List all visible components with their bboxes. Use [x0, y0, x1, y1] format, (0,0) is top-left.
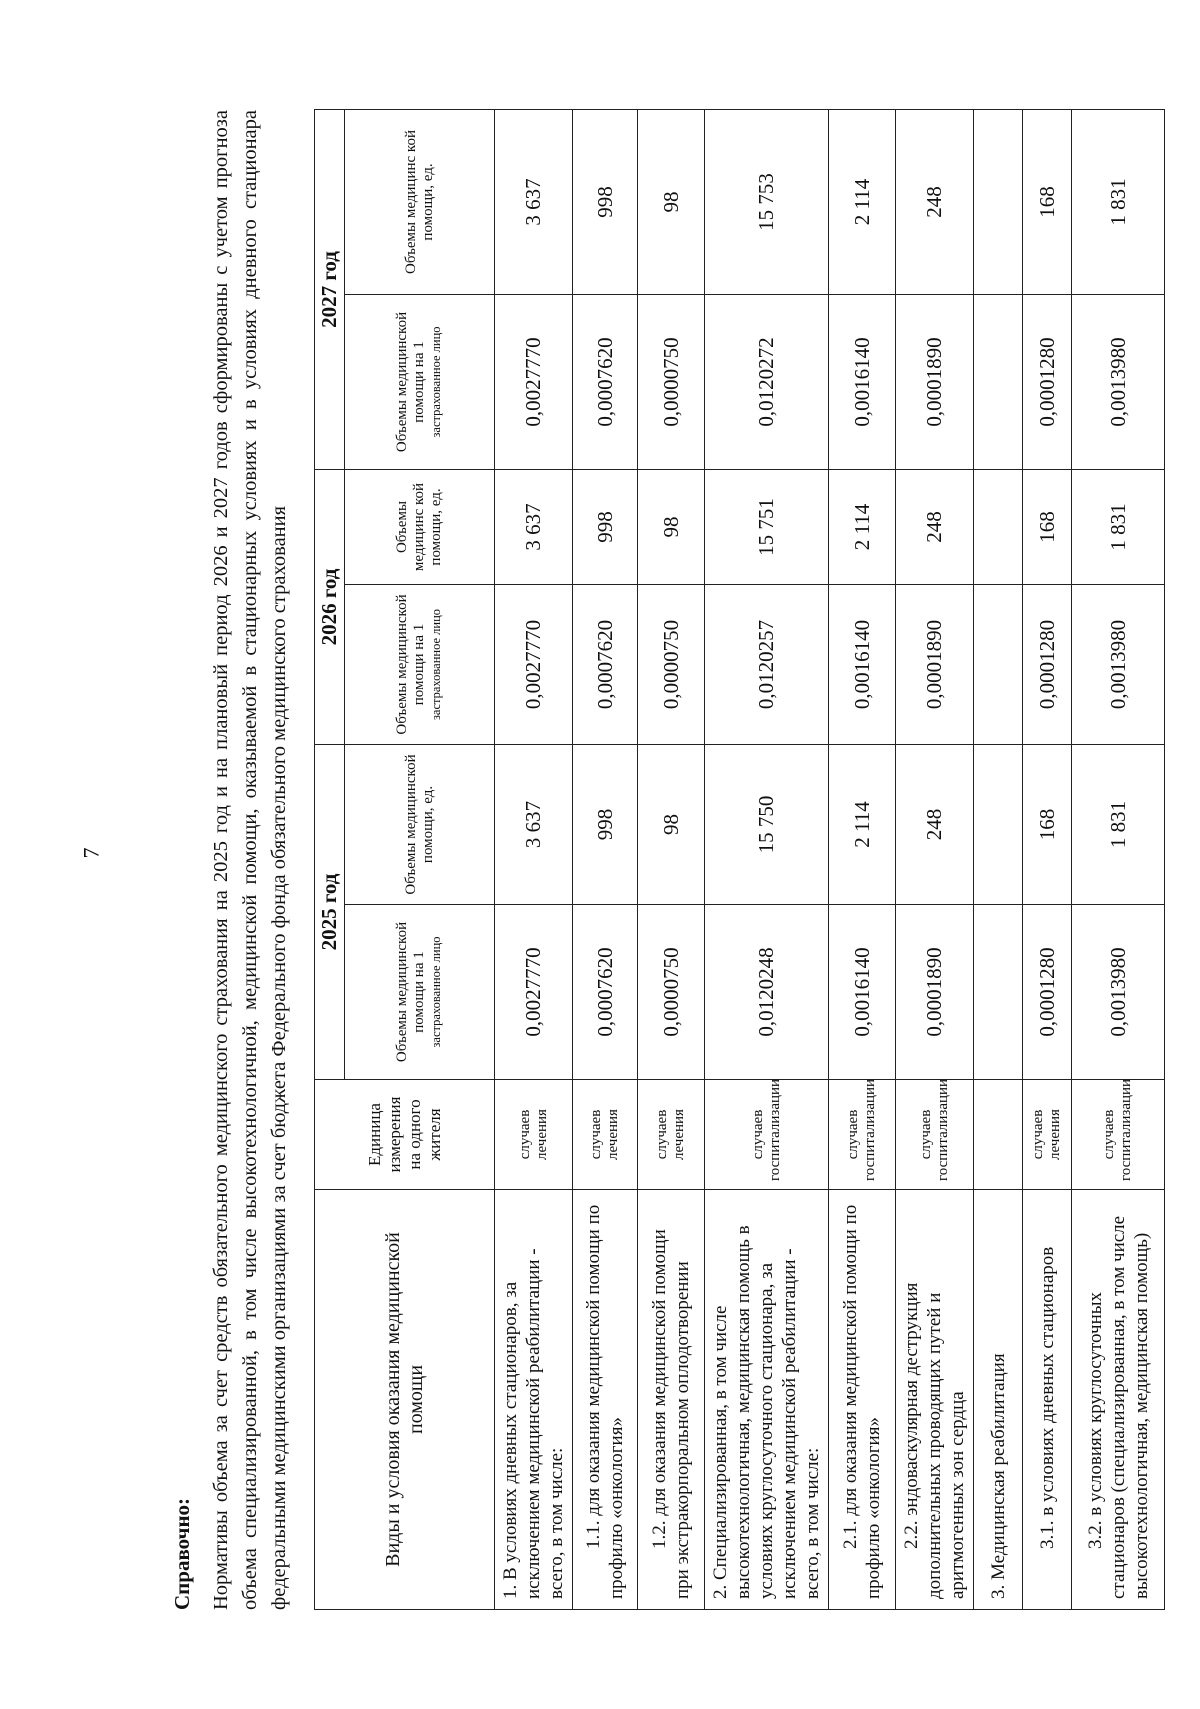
- cell-value: 0,0120257: [705, 585, 829, 745]
- cell-value: 0,0001890: [896, 905, 974, 1080]
- cell-value: 0,0001280: [1023, 295, 1072, 470]
- cell-value: 0,0000750: [638, 905, 705, 1080]
- cell-value: 0,0000750: [638, 585, 705, 745]
- cell-value: 98: [638, 110, 705, 295]
- rotated-page-content: [170, 110, 1190, 1610]
- row-name: 1. В условиях дневных стационаров, за исключением медицинской реабилитации - всего, в том числе:: [495, 1190, 573, 1610]
- table-row: [573, 110, 638, 1610]
- cell-value: 15 750: [705, 745, 829, 905]
- cell-value: 98: [638, 745, 705, 905]
- cell-value: 98: [638, 470, 705, 585]
- table-row: [829, 110, 896, 1610]
- cell-value: 0,0007620: [573, 905, 638, 1080]
- row-unit: случаев госпитализации: [829, 1080, 896, 1190]
- cell-value: 0,0007620: [573, 585, 638, 745]
- cell-value: 3 637: [495, 745, 573, 905]
- cell-value: 0,0027770: [495, 905, 573, 1080]
- cell-value: 3 637: [495, 470, 573, 585]
- cell-value: 1 831: [1072, 745, 1165, 905]
- row-name: 3. Медицинская реабилитация: [974, 1190, 1023, 1610]
- table-row-section: [974, 110, 1023, 1610]
- cell-value: 0,0000750: [638, 295, 705, 470]
- table-row: [1072, 110, 1165, 1610]
- cell-value: 0,0027770: [495, 295, 573, 470]
- row-unit: случаев госпитализации: [705, 1080, 829, 1190]
- cell-value: 0,0016140: [829, 295, 896, 470]
- heading: Справочно:: [170, 1497, 194, 1610]
- header-volume-2027: Объемы медицинс кой помощи, ед.: [345, 110, 495, 295]
- header-volume-2026: Объемы медицинс кой помощи, ед.: [345, 470, 495, 585]
- header-volume-2025: Объемы медицинской помощи, ед.: [345, 745, 495, 905]
- row-name: 3.2. в условиях круглосуточных стационаров (специализированная, в том числе высокотехнологичная, медицинская помощь): [1072, 1190, 1165, 1610]
- cell-value: 0,0001280: [1023, 905, 1072, 1080]
- cell-value: 0,0013980: [1072, 905, 1165, 1080]
- cell-value: 998: [573, 110, 638, 295]
- cell-value: 168: [1023, 745, 1072, 905]
- row-name: 3.1. в условиях дневных стационаров: [1023, 1190, 1072, 1610]
- volume-norms-table: [314, 109, 1165, 1610]
- cell-value: 998: [573, 470, 638, 585]
- cell-value: 1 831: [1072, 470, 1165, 585]
- cell-value: 0,0001890: [896, 295, 974, 470]
- row-unit: случаев лечения: [495, 1080, 573, 1190]
- cell-value: 2 114: [829, 110, 896, 295]
- row-unit: случаев лечения: [1023, 1080, 1072, 1190]
- row-unit: случаев лечения: [638, 1080, 705, 1190]
- cell-value: 0,0120272: [705, 295, 829, 470]
- row-name: 2. Специализированная, в том числе высокотехнологичная, медицинская помощь в условиях круглосуточного стационара, за исключением медицинской реабилитации - всего, в том числе:: [705, 1190, 829, 1610]
- table-row: [705, 110, 829, 1610]
- cell-value: 0,0016140: [829, 905, 896, 1080]
- table-row: [638, 110, 705, 1610]
- table-row: [896, 110, 974, 1610]
- cell-value: 0,0027770: [495, 585, 573, 745]
- cell-value: 0,0013980: [1072, 295, 1165, 470]
- cell-value: 2 114: [829, 745, 896, 905]
- cell-value: 248: [896, 745, 974, 905]
- cell-value: 248: [896, 110, 974, 295]
- header-unit: Единица измерения на одного жителя: [315, 1080, 495, 1190]
- cell-value: 3 637: [495, 110, 573, 295]
- cell-value: 0,0120248: [705, 905, 829, 1080]
- cell-value: 0,0016140: [829, 585, 896, 745]
- cell-value: 168: [1023, 110, 1072, 295]
- cell-value: 248: [896, 470, 974, 585]
- page-number: 7: [78, 847, 104, 859]
- intro-paragraph: Нормативы объема за счет средств обязательного медицинского страхования на 2025 год и на плановый период 2026 и 2027 годов сформированы с учетом прогноза объема специализированной, в том числе высокотехнологичной, медицинской помощи, оказываемой в стационарных условиях и в условиях дневного стационара федеральными медицинскими организациями за счет бюджета Федерального фонда обязательного медицинского страхования: [210, 110, 290, 1610]
- cell-value: 998: [573, 745, 638, 905]
- cell-value: 0,0001280: [1023, 585, 1072, 745]
- table-row: [1023, 110, 1072, 1610]
- cell-value: 2 114: [829, 470, 896, 585]
- table-row: [495, 110, 573, 1610]
- header-per-person-2027: Объемы медицинской помощи на 1 застрахованное лицо: [345, 295, 495, 470]
- cell-value: 0,0013980: [1072, 585, 1165, 745]
- row-name: 2.1. для оказания медицинской помощи по профилю «онкология»: [829, 1190, 896, 1610]
- row-name: 1.1. для оказания медицинской помощи по профилю «онкология»: [573, 1190, 638, 1610]
- row-name: 2.2. эндоваскулярная деструкция дополнительных проводящих путей и аритмогенных зон сердца: [896, 1190, 974, 1610]
- header-per-person-2025: Объемы медицинской помощи на 1 застрахованное лицо: [345, 905, 495, 1080]
- cell-value: 15 751: [705, 470, 829, 585]
- header-kind: Виды и условия оказания медицинской помощи: [315, 1190, 495, 1610]
- row-unit: случаев госпитализации: [896, 1080, 974, 1190]
- row-name: 1.2. для оказания медицинской помощи при экстракорпоральном оплодотворении: [638, 1190, 705, 1610]
- cell-value: 1 831: [1072, 110, 1165, 295]
- cell-value: 168: [1023, 470, 1072, 585]
- header-per-person-2026: Объемы медицинской помощи на 1 застрахованное лицо: [345, 585, 495, 745]
- cell-value: 0,0007620: [573, 295, 638, 470]
- header-year-2026: 2026 год: [315, 470, 345, 745]
- cell-value: 15 753: [705, 110, 829, 295]
- row-unit: случаев лечения: [573, 1080, 638, 1190]
- row-unit: случаев госпитализации: [1072, 1080, 1165, 1190]
- header-year-2025: 2025 год: [315, 745, 345, 1080]
- header-year-2027: 2027 год: [315, 110, 345, 470]
- cell-value: 0,0001890: [896, 585, 974, 745]
